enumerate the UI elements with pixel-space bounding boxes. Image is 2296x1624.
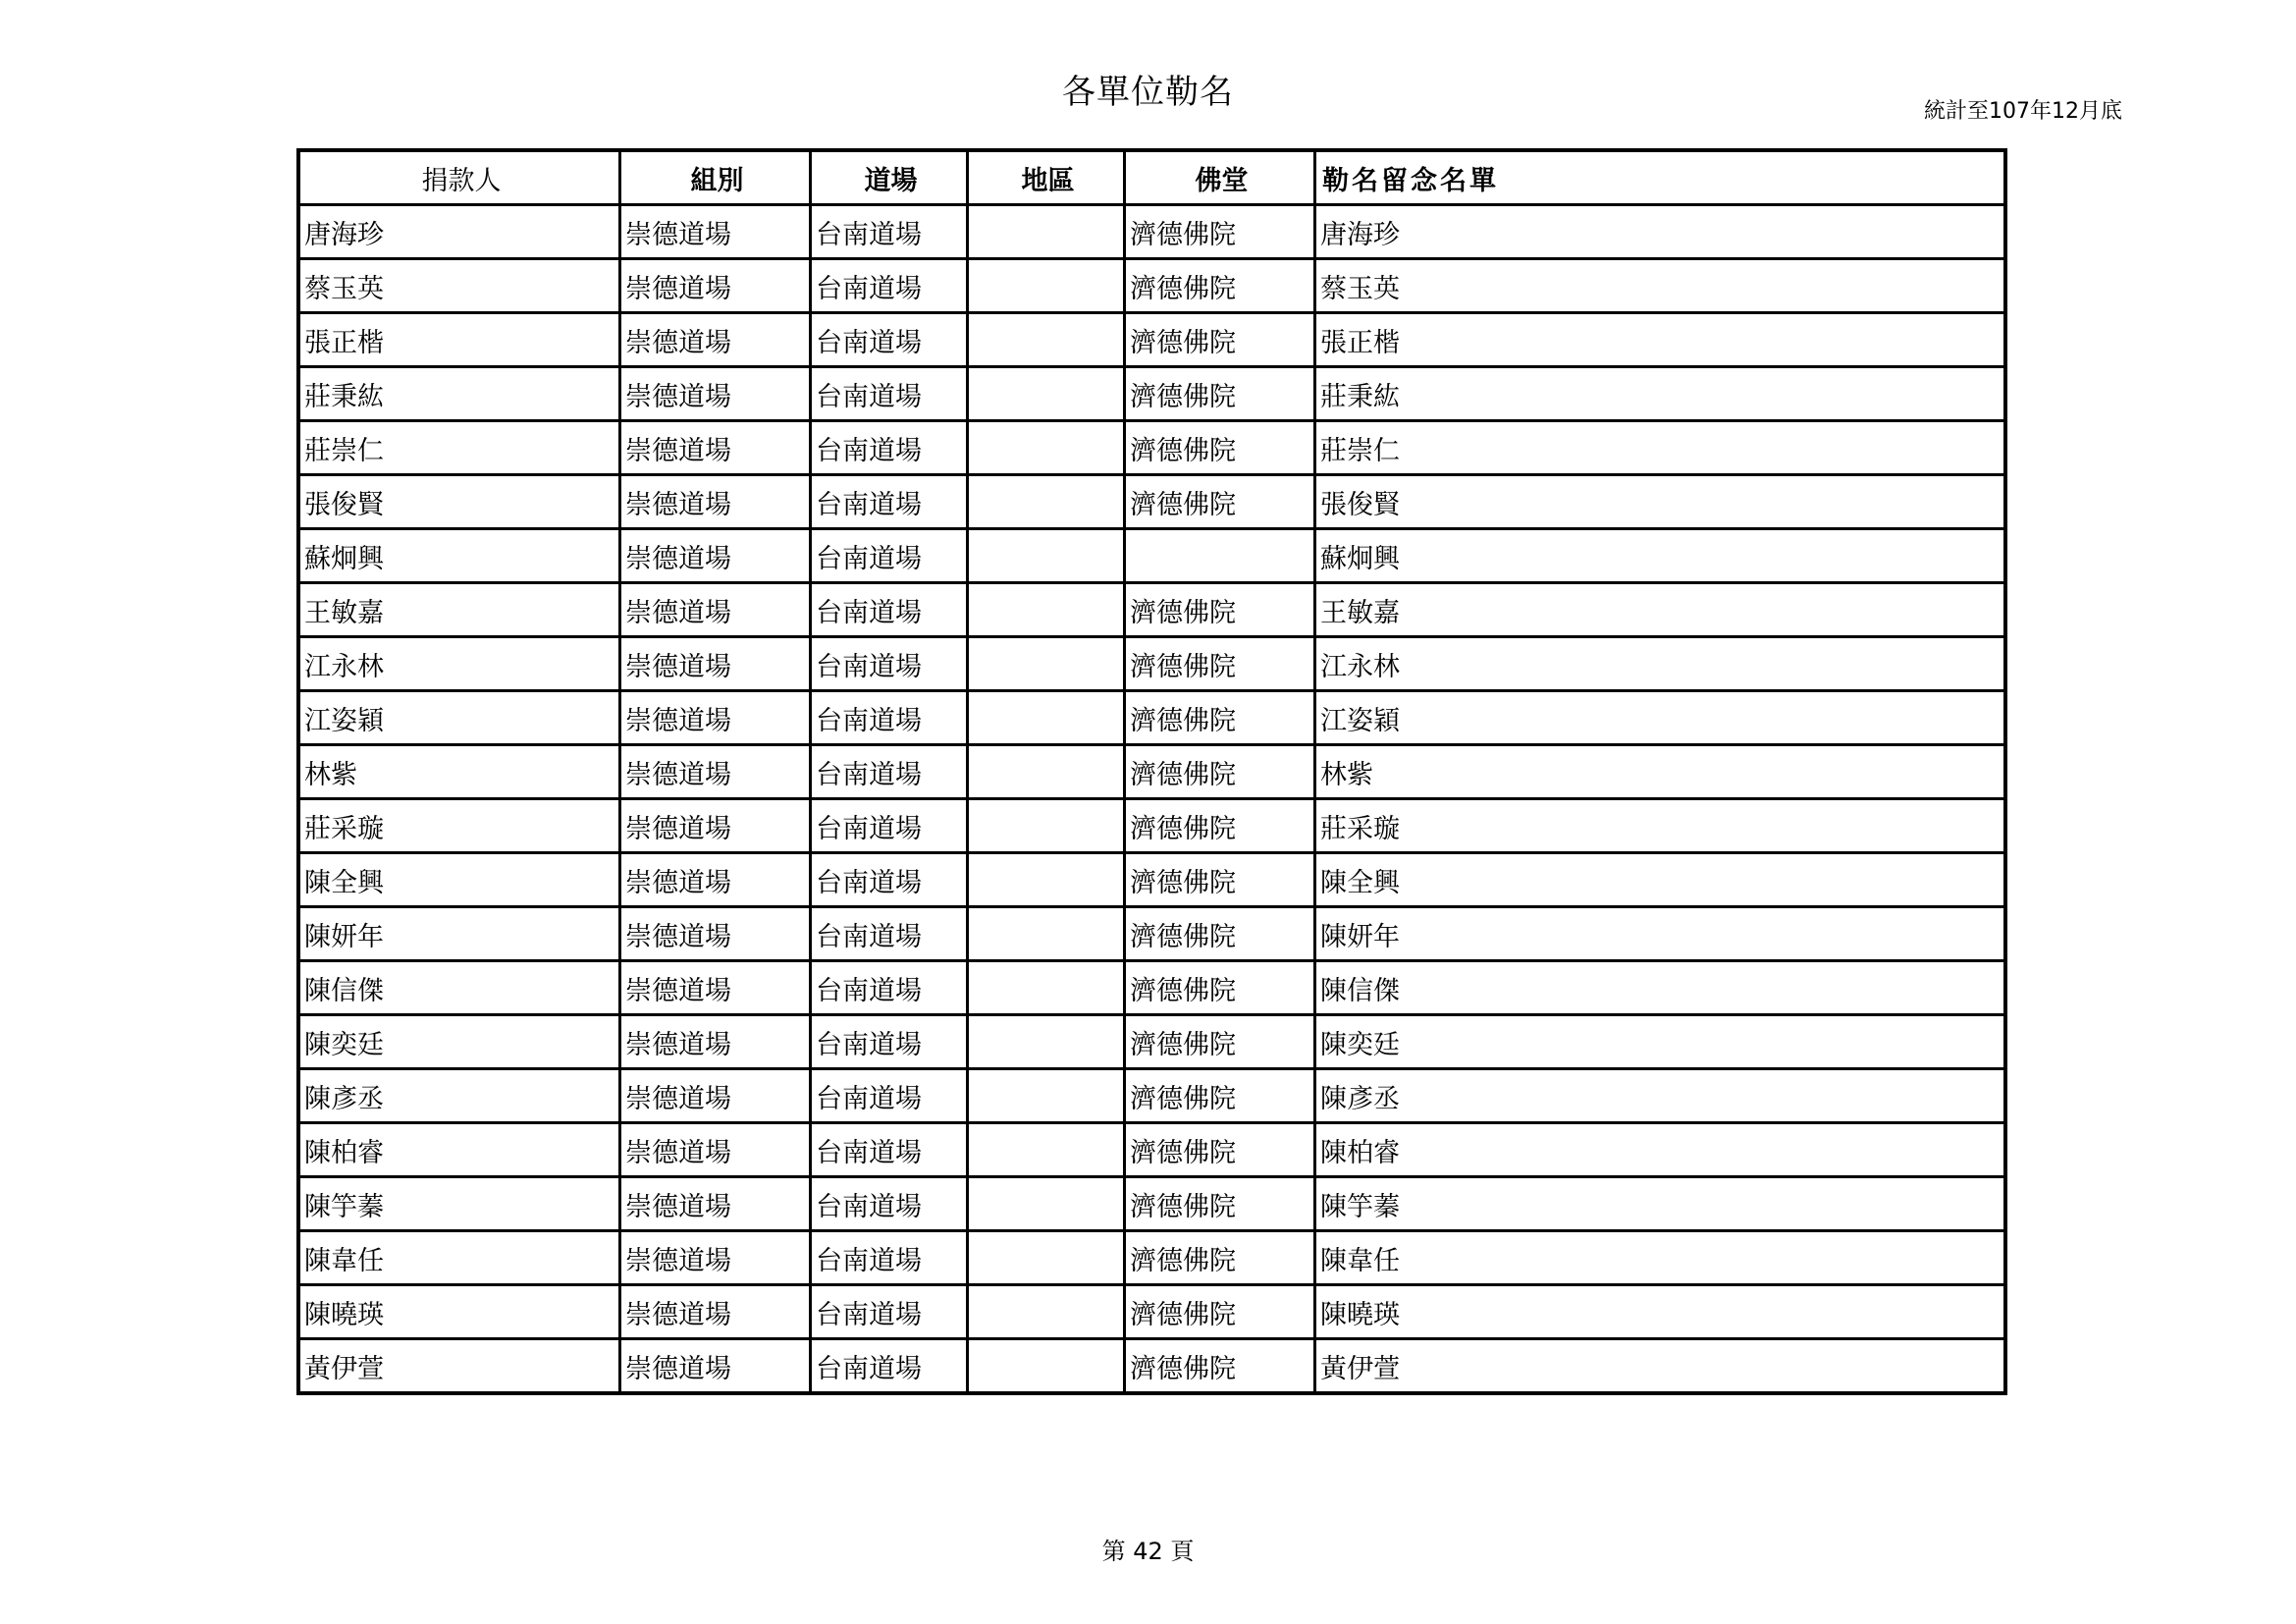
cell-donor: 陳妍年 — [298, 907, 620, 961]
cell-dojo: 台南道場 — [811, 1069, 968, 1123]
cell-dojo: 台南道場 — [811, 583, 968, 637]
header-buddha-hall: 佛堂 — [1125, 150, 1315, 205]
cell-dojo: 台南道場 — [811, 421, 968, 475]
cell-region — [968, 745, 1125, 799]
cell-region — [968, 907, 1125, 961]
header-region: 地區 — [968, 150, 1125, 205]
cell-region — [968, 583, 1125, 637]
cell-memorial-name: 莊秉紘 — [1315, 367, 2006, 421]
cell-dojo: 台南道場 — [811, 367, 968, 421]
table-row — [298, 1177, 2005, 1231]
cell-group: 崇德道場 — [620, 367, 811, 421]
cell-buddha-hall: 濟德佛院 — [1125, 1231, 1315, 1285]
cell-memorial-name: 莊采璇 — [1315, 799, 2006, 853]
cell-memorial-name: 王敏嘉 — [1315, 583, 2006, 637]
cell-memorial-name: 蘇炯興 — [1315, 529, 2006, 583]
cell-dojo: 台南道場 — [811, 1123, 968, 1177]
cell-group: 崇德道場 — [620, 421, 811, 475]
table-row — [298, 1339, 2005, 1394]
cell-memorial-name: 陳彥丞 — [1315, 1069, 2006, 1123]
cell-memorial-name: 黃伊萱 — [1315, 1339, 2006, 1394]
cell-donor: 江永林 — [298, 637, 620, 691]
cell-buddha-hall: 濟德佛院 — [1125, 1015, 1315, 1069]
cell-group: 崇德道場 — [620, 259, 811, 313]
cell-memorial-name: 陳竽蓁 — [1315, 1177, 2006, 1231]
cell-donor: 張正楷 — [298, 313, 620, 367]
cell-region — [968, 1231, 1125, 1285]
cell-region — [968, 1015, 1125, 1069]
cell-group: 崇德道場 — [620, 907, 811, 961]
cell-buddha-hall: 濟德佛院 — [1125, 1285, 1315, 1339]
cell-memorial-name: 張俊賢 — [1315, 475, 2006, 529]
cell-group: 崇德道場 — [620, 583, 811, 637]
table-row — [298, 313, 2005, 367]
table-row — [298, 907, 2005, 961]
cell-buddha-hall: 濟德佛院 — [1125, 1177, 1315, 1231]
cell-group: 崇德道場 — [620, 637, 811, 691]
cell-buddha-hall: 濟德佛院 — [1125, 745, 1315, 799]
cell-buddha-hall: 濟德佛院 — [1125, 691, 1315, 745]
cell-dojo: 台南道場 — [811, 799, 968, 853]
cell-dojo: 台南道場 — [811, 907, 968, 961]
header-memorial-list: 勒名留念名單 — [1315, 150, 2006, 205]
table-row — [298, 691, 2005, 745]
cell-memorial-name: 陳奕廷 — [1315, 1015, 2006, 1069]
cell-dojo: 台南道場 — [811, 1285, 968, 1339]
cell-group: 崇德道場 — [620, 961, 811, 1015]
cell-donor: 陳竽蓁 — [298, 1177, 620, 1231]
cell-dojo: 台南道場 — [811, 961, 968, 1015]
cell-region — [968, 799, 1125, 853]
cell-buddha-hall: 濟德佛院 — [1125, 907, 1315, 961]
cell-buddha-hall: 濟德佛院 — [1125, 1123, 1315, 1177]
cell-region — [968, 421, 1125, 475]
cell-buddha-hall: 濟德佛院 — [1125, 799, 1315, 853]
page-title: 各單位勒名 — [1062, 73, 1234, 112]
header-group: 組別 — [620, 150, 811, 205]
cell-group: 崇德道場 — [620, 799, 811, 853]
cell-region — [968, 367, 1125, 421]
cell-memorial-name: 蔡玉英 — [1315, 259, 2006, 313]
table-row — [298, 961, 2005, 1015]
cell-memorial-name: 陳柏睿 — [1315, 1123, 2006, 1177]
cell-memorial-name: 陳信傑 — [1315, 961, 2006, 1015]
cell-dojo: 台南道場 — [811, 745, 968, 799]
cell-buddha-hall: 濟德佛院 — [1125, 1069, 1315, 1123]
cell-buddha-hall: 濟德佛院 — [1125, 205, 1315, 259]
cell-donor: 陳奕廷 — [298, 1015, 620, 1069]
cell-region — [968, 853, 1125, 907]
cell-donor: 王敏嘉 — [298, 583, 620, 637]
header-donor: 捐款人 — [298, 150, 620, 205]
cell-buddha-hall: 濟德佛院 — [1125, 313, 1315, 367]
cell-memorial-name: 陳曉瑛 — [1315, 1285, 2006, 1339]
cell-group: 崇德道場 — [620, 1069, 811, 1123]
table-row — [298, 745, 2005, 799]
cell-buddha-hall: 濟德佛院 — [1125, 259, 1315, 313]
cell-donor: 莊秉紘 — [298, 367, 620, 421]
cell-group: 崇德道場 — [620, 1339, 811, 1394]
cell-group: 崇德道場 — [620, 1285, 811, 1339]
cell-buddha-hall: 濟德佛院 — [1125, 475, 1315, 529]
table-row — [298, 259, 2005, 313]
table-row — [298, 1123, 2005, 1177]
cell-group: 崇德道場 — [620, 1015, 811, 1069]
table-row — [298, 799, 2005, 853]
cell-memorial-name: 江姿穎 — [1315, 691, 2006, 745]
cell-group: 崇德道場 — [620, 1231, 811, 1285]
cell-region — [968, 205, 1125, 259]
cell-dojo: 台南道場 — [811, 313, 968, 367]
cell-dojo: 台南道場 — [811, 1015, 968, 1069]
cell-group: 崇德道場 — [620, 691, 811, 745]
cell-donor: 唐海珍 — [298, 205, 620, 259]
cell-memorial-name: 陳妍年 — [1315, 907, 2006, 961]
cell-donor: 蘇炯興 — [298, 529, 620, 583]
cell-memorial-name: 張正楷 — [1315, 313, 2006, 367]
header-dojo: 道場 — [811, 150, 968, 205]
cell-buddha-hall: 濟德佛院 — [1125, 583, 1315, 637]
cell-memorial-name: 莊崇仁 — [1315, 421, 2006, 475]
cell-donor: 莊采璇 — [298, 799, 620, 853]
donation-table-container — [296, 148, 2007, 1395]
cell-region — [968, 1177, 1125, 1231]
cell-dojo: 台南道場 — [811, 475, 968, 529]
cell-buddha-hall: 濟德佛院 — [1125, 961, 1315, 1015]
cell-donor: 莊崇仁 — [298, 421, 620, 475]
cell-dojo: 台南道場 — [811, 205, 968, 259]
cell-region — [968, 1339, 1125, 1394]
cell-dojo: 台南道場 — [811, 529, 968, 583]
cell-group: 崇德道場 — [620, 1123, 811, 1177]
donation-table — [296, 148, 2007, 1395]
table-row — [298, 205, 2005, 259]
cell-donor: 張俊賢 — [298, 475, 620, 529]
cell-buddha-hall: 濟德佛院 — [1125, 421, 1315, 475]
cell-donor: 陳全興 — [298, 853, 620, 907]
cell-dojo: 台南道場 — [811, 637, 968, 691]
cell-donor: 陳信傑 — [298, 961, 620, 1015]
table-row — [298, 367, 2005, 421]
cell-region — [968, 1123, 1125, 1177]
cell-memorial-name: 唐海珍 — [1315, 205, 2006, 259]
cell-region — [968, 259, 1125, 313]
table-row — [298, 1015, 2005, 1069]
table-row — [298, 1069, 2005, 1123]
cell-donor: 陳柏睿 — [298, 1123, 620, 1177]
cell-group: 崇德道場 — [620, 853, 811, 907]
cell-buddha-hall — [1125, 529, 1315, 583]
cell-donor: 陳曉瑛 — [298, 1285, 620, 1339]
table-row — [298, 475, 2005, 529]
cell-group: 崇德道場 — [620, 205, 811, 259]
cell-buddha-hall: 濟德佛院 — [1125, 367, 1315, 421]
table-row — [298, 1285, 2005, 1339]
cell-dojo: 台南道場 — [811, 1339, 968, 1394]
cell-region — [968, 1285, 1125, 1339]
cell-buddha-hall: 濟德佛院 — [1125, 637, 1315, 691]
table-row — [298, 421, 2005, 475]
cell-region — [968, 475, 1125, 529]
table-row — [298, 1231, 2005, 1285]
cell-dojo: 台南道場 — [811, 1177, 968, 1231]
cell-region — [968, 637, 1125, 691]
cell-buddha-hall: 濟德佛院 — [1125, 1339, 1315, 1394]
cell-region — [968, 1069, 1125, 1123]
table-header-row — [298, 150, 2005, 205]
cell-dojo: 台南道場 — [811, 691, 968, 745]
cell-buddha-hall: 濟德佛院 — [1125, 853, 1315, 907]
cell-region — [968, 961, 1125, 1015]
table-row — [298, 637, 2005, 691]
cell-donor: 黃伊萱 — [298, 1339, 620, 1394]
cell-group: 崇德道場 — [620, 475, 811, 529]
cell-donor: 陳彥丞 — [298, 1069, 620, 1123]
table-row — [298, 853, 2005, 907]
cell-memorial-name: 陳韋任 — [1315, 1231, 2006, 1285]
cell-group: 崇德道場 — [620, 529, 811, 583]
cell-dojo: 台南道場 — [811, 259, 968, 313]
cell-memorial-name: 江永林 — [1315, 637, 2006, 691]
cell-region — [968, 313, 1125, 367]
cell-donor: 江姿穎 — [298, 691, 620, 745]
cell-dojo: 台南道場 — [811, 1231, 968, 1285]
cell-donor: 蔡玉英 — [298, 259, 620, 313]
cell-donor: 陳韋任 — [298, 1231, 620, 1285]
cell-region — [968, 529, 1125, 583]
cell-memorial-name: 陳全興 — [1315, 853, 2006, 907]
table-row — [298, 583, 2005, 637]
cell-group: 崇德道場 — [620, 313, 811, 367]
cell-region — [968, 691, 1125, 745]
page-number-footer: 第 42 頁 — [1101, 1538, 1195, 1565]
table-row — [298, 529, 2005, 583]
cell-memorial-name: 林紫 — [1315, 745, 2006, 799]
cell-dojo: 台南道場 — [811, 853, 968, 907]
statistics-date-note: 統計至107年12月底 — [1924, 99, 2122, 124]
cell-group: 崇德道場 — [620, 745, 811, 799]
cell-donor: 林紫 — [298, 745, 620, 799]
cell-group: 崇德道場 — [620, 1177, 811, 1231]
